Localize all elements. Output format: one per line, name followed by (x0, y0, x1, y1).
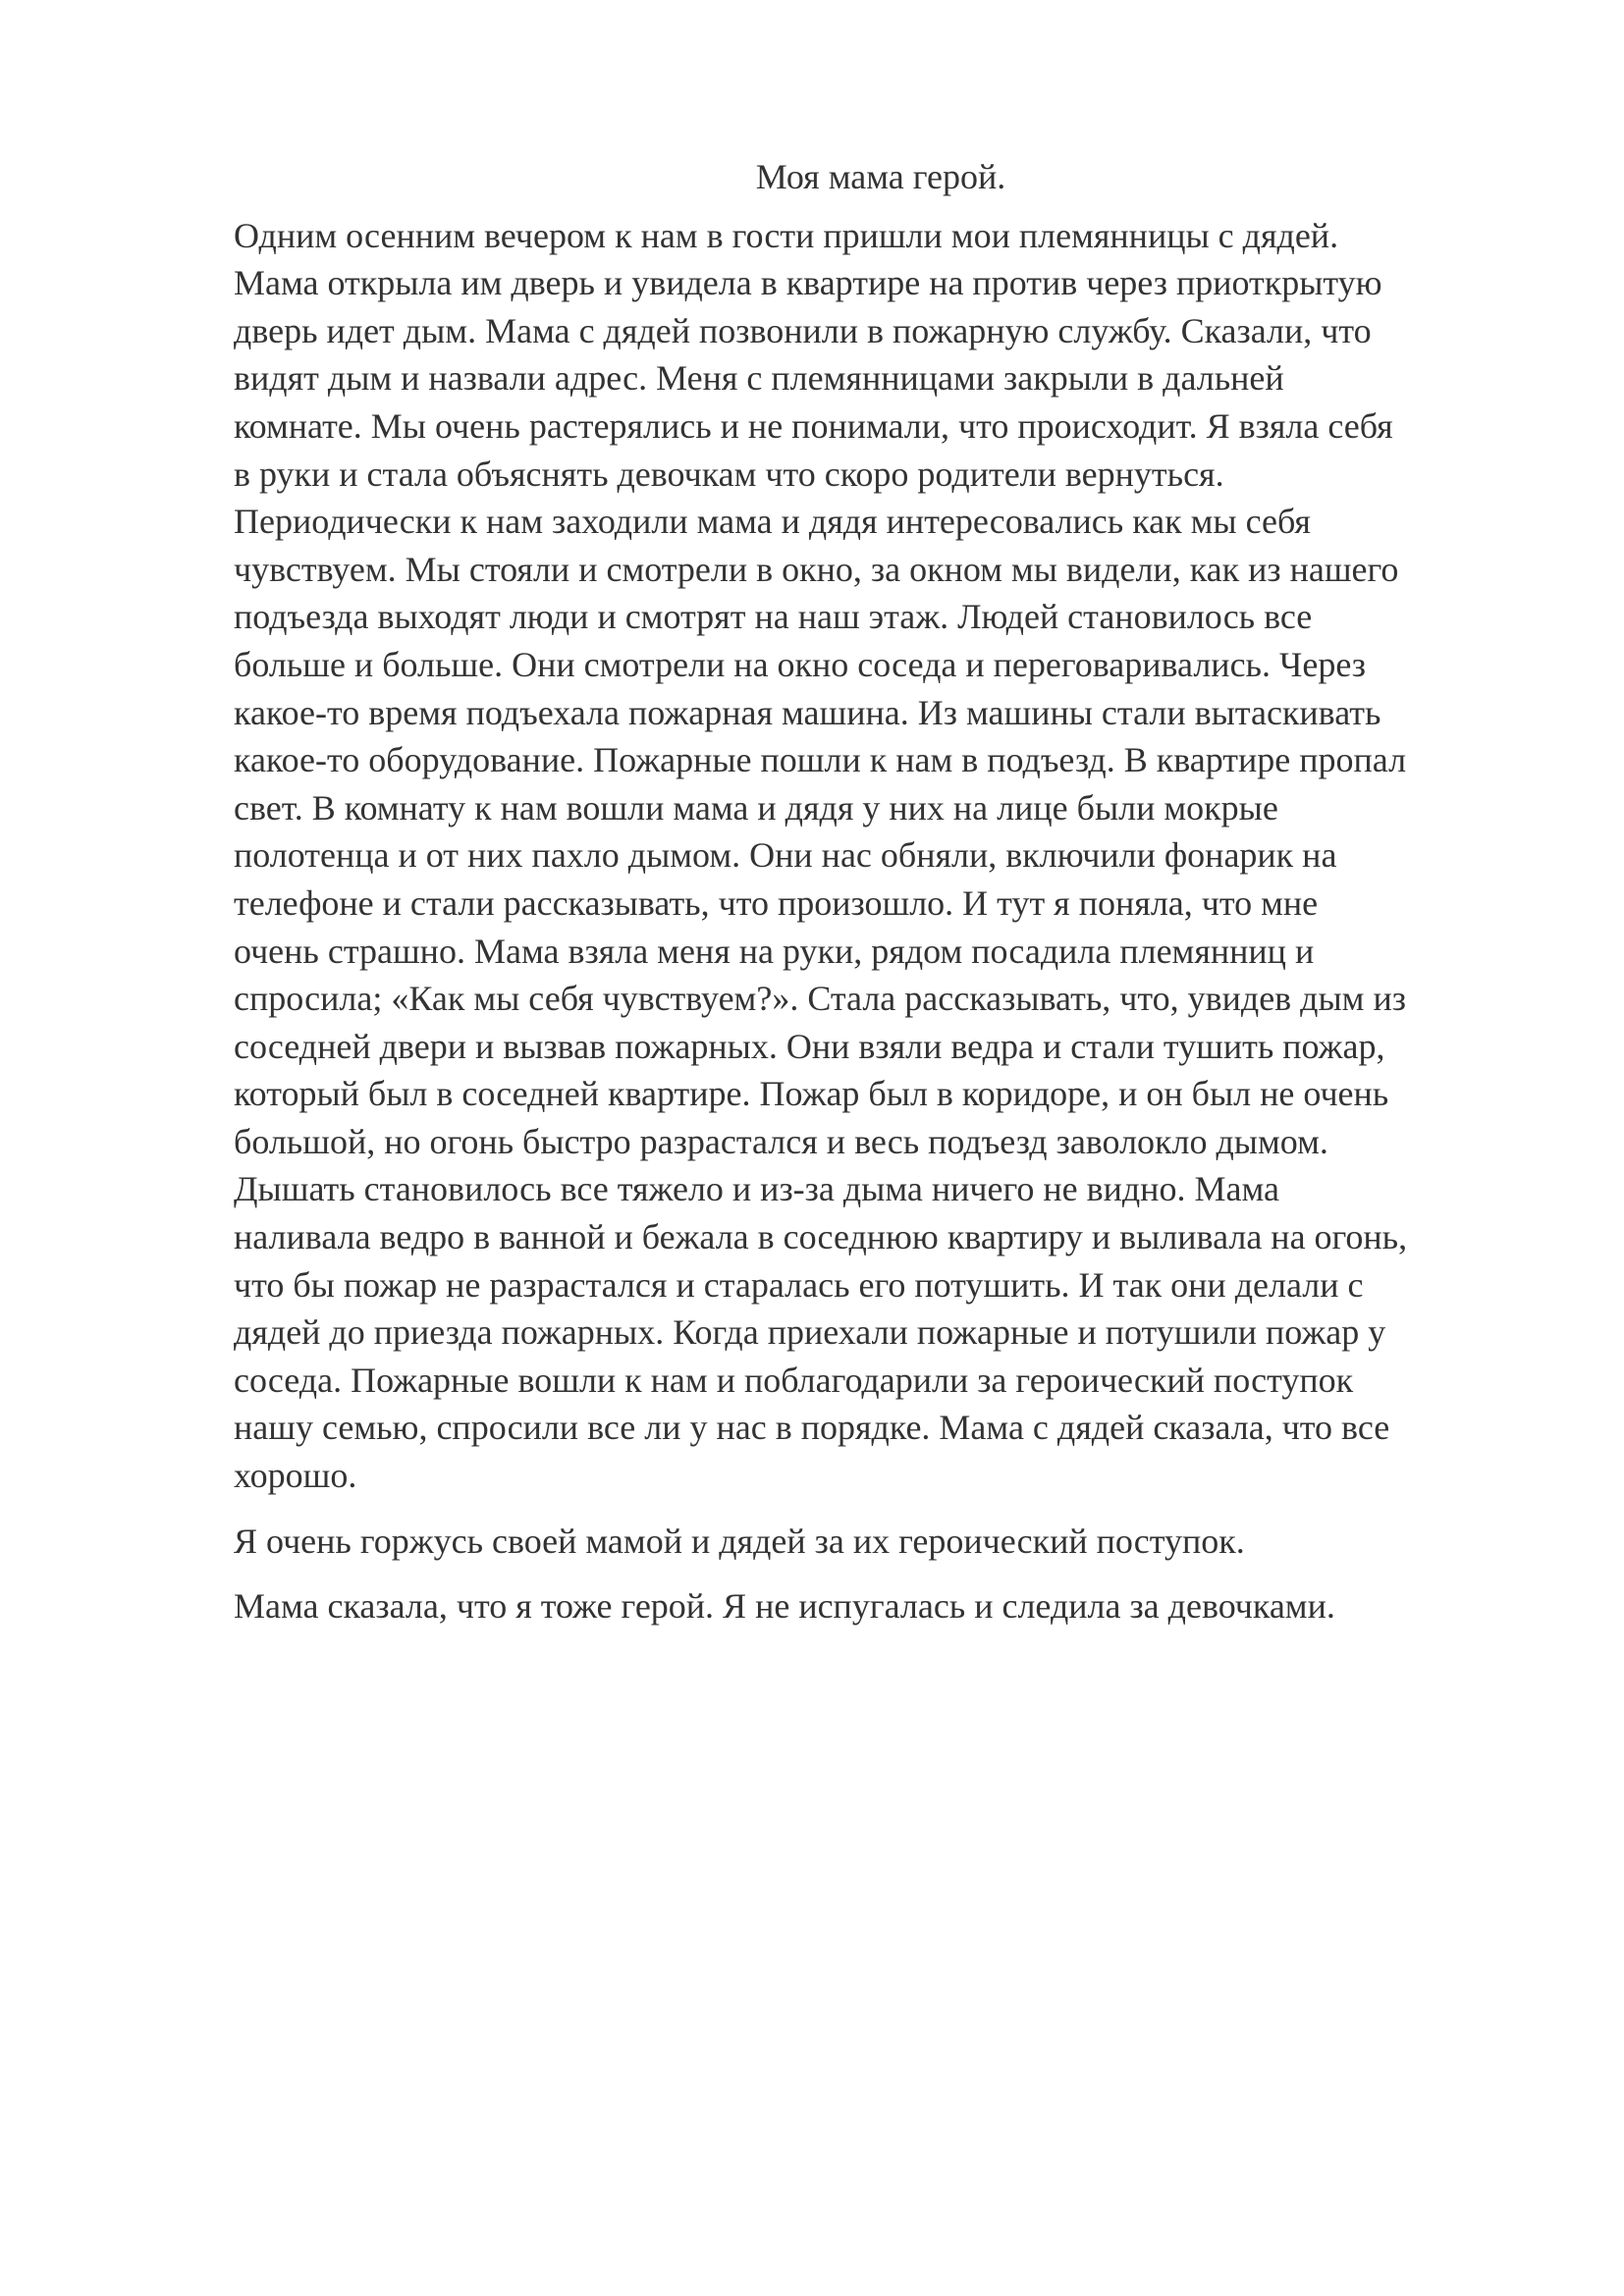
paragraph-line: комнате. Мы очень растерялись и не понимали, что происходит. Я взяла себя (234, 405, 1393, 446)
paragraph-line: подъезда выходят люди и смотрят на наш этаж. Людей становилось все (234, 597, 1313, 637)
paragraph-line: Дышать становилось все тяжело и из-за дыма ничего не видно. Мама (234, 1169, 1279, 1209)
paragraph-1 (234, 212, 1528, 1500)
paragraph-line: в руки и стала объяснять девочкам что скоро родители вернуться. (234, 454, 1224, 494)
paragraph-line: больше и больше. Они смотрели на окно соседа и переговаривались. Через (234, 644, 1366, 684)
page-title: Моя мама герой. (755, 157, 1006, 196)
paragraph-line: какое-то оборудование. Пожарные пошли к нам в подъезд. В квартире пропал (234, 740, 1407, 780)
paragraph-line: соседней двери и вызвав пожарных. Они взяли ведра и стали тушить пожар, (234, 1026, 1385, 1066)
paragraph-line: хорошо. (234, 1456, 357, 1496)
paragraph-line: Мама открыла им дверь и увидела в квартире на против через приоткрытую (234, 263, 1382, 303)
paragraph-line: что бы пожар не разрастался и старалась его потушить. И так они делали с (234, 1264, 1364, 1305)
paragraph-line: соседа. Пожарные вошли к нам и поблагодарили за героический поступок (234, 1360, 1354, 1400)
paragraph-line: чувствуем. Мы стояли и смотрели в окно, за окном мы видели, как из нашего (234, 549, 1399, 589)
paragraph-line: свет. В комнату к нам вошли мама и дядя у них на лице были мокрые (234, 787, 1278, 828)
paragraph-line: дверь идет дым. Мама с дядей позвонили в пожарную службу. Сказали, что (234, 310, 1372, 350)
paragraph-2: Я очень горжусь своей мамой и дядей за их героический поступок. (234, 1521, 1245, 1561)
paragraph-line: полотенца и от них пахло дымом. Они нас обняли, включили фонарик на (234, 835, 1337, 876)
paragraph-line: какое-то время подъехала пожарная машина. Из машины стали вытаскивать (234, 692, 1381, 732)
paragraph-line: нашу семью, спросили все ли у нас в порядке. Мама с дядей сказала, что все (234, 1408, 1390, 1448)
paragraph-line: дядей до приезда пожарных. Когда приехали пожарные и потушили пожар у (234, 1312, 1386, 1353)
paragraph-line: Одним осенним вечером к нам в гости пришли мои племянницы с дядей. (234, 215, 1339, 255)
paragraph-line: очень страшно. Мама взяла меня на руки, рядом посадила племянниц и (234, 931, 1315, 971)
paragraph-line: большой, но огонь быстро разрастался и весь подъезд заволокло дымом. (234, 1121, 1328, 1161)
paragraph-line: спросила; «Как мы себя чувствуем?». Стала рассказывать, что, увидев дым из (234, 979, 1406, 1019)
paragraph-line: наливала ведро в ванной и бежала в соседнюю квартиру и выливала на огонь, (234, 1217, 1408, 1257)
essay-body (234, 153, 1528, 1648)
paragraph-line: телефоне и стали рассказывать, что произошло. И тут я поняла, что мне (234, 882, 1319, 923)
paragraph-line: который был в соседней квартире. Пожар был в коридоре, и он был не очень (234, 1074, 1389, 1114)
paragraph-line: видят дым и назвали адрес. Меня с племянницами закрыли в дальней (234, 358, 1284, 399)
paragraph-3: Мама сказала, что я тоже герой. Я не испугалась и следила за девочками. (234, 1586, 1335, 1627)
paragraph-line: Периодически к нам заходили мама и дядя интересовались как мы себя (234, 502, 1311, 542)
